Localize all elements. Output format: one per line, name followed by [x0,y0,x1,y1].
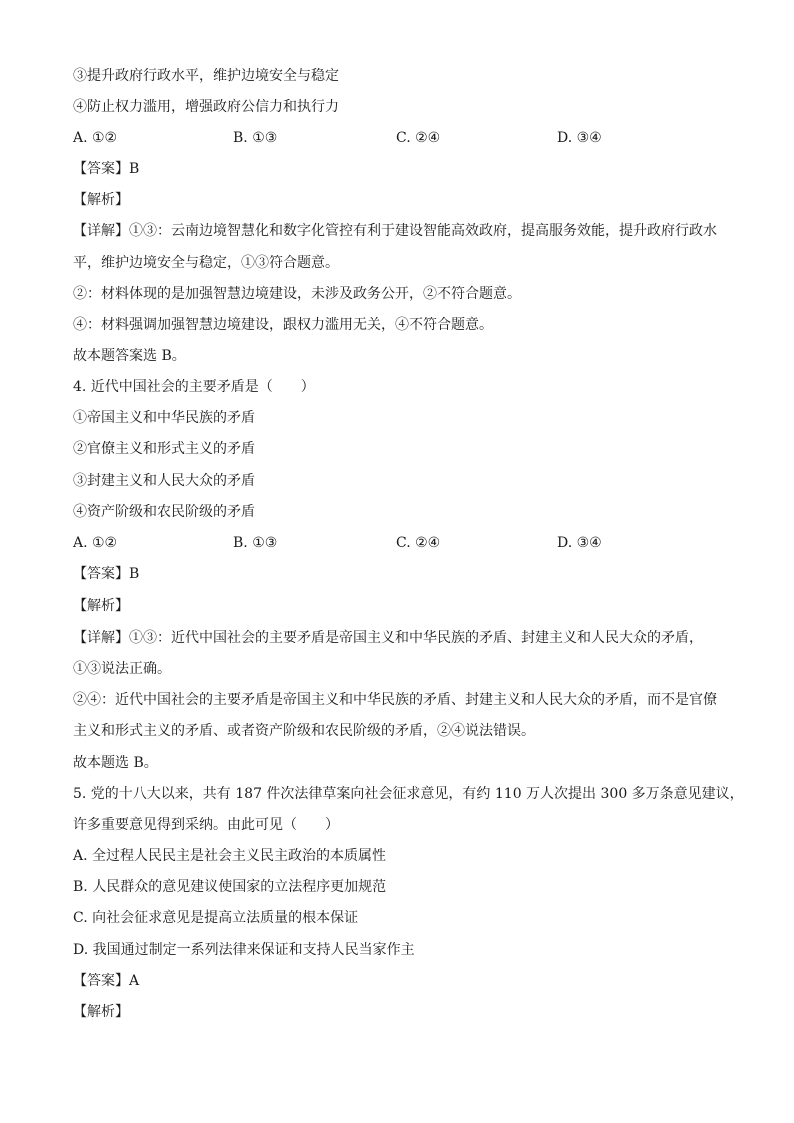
detail-tag: 【详解】 [73,630,129,646]
q4-answer [73,564,139,584]
q5-answer [73,971,139,991]
answer-tag: 【答案】 [73,566,129,582]
q5-option-b: B. 人民群众的意见建议使国家的立法程序更加规范 [73,879,387,895]
q3-option-3: ③提升政府行政水平，维护边境安全与稳定 [73,68,339,84]
q4-stem: 4. 近代中国社会的主要矛盾是（ ） [73,379,315,395]
q3-detail-1a [73,221,717,241]
q4-option-1: ①帝国主义和中华民族的矛盾 [73,410,255,426]
q5-stem-b: 许多重要意见得到采纳。由此可见（ ） [73,817,339,833]
answer-tag: 【答案】 [73,161,129,177]
q4-choice-c: C. ②④ [396,535,441,551]
answer-value: A [129,973,140,989]
q4-detail-1b: ①③说法正确。 [73,661,171,677]
q3-option-4: ④防止权力滥用，增强政府公信力和执行力 [73,99,339,115]
q3-answer [73,159,139,179]
answer-tag: 【答案】 [73,973,129,989]
q3-choice-a: A. ①② [73,130,118,146]
q4-conclusion: 故本题选 B。 [73,755,158,771]
q4-option-2: ②官僚主义和形式主义的矛盾 [73,441,255,457]
q4-choice-b: B. ①③ [233,535,278,551]
q4-detail-2b: 主义和形式主义的矛盾、或者资产阶级和农民阶级的矛盾，②④说法错误。 [73,723,535,739]
answer-value: B [129,161,140,177]
q5-option-d: D. 我国通过制定一系列法律来保证和支持人民当家作主 [73,942,415,958]
q3-detail-2: ②：材料体现的是加强智慧边境建设，未涉及政务公开，②不符合题意。 [73,286,521,302]
q5-stem-a: 5. 党的十八大以来，共有 187 件次法律草案向社会征求意见，有约 110 万人次提出 300 多万条意见建议， [73,786,744,802]
q3-conclusion: 故本题答案选 B。 [73,348,186,364]
q4-detail-2a: ②④：近代中国社会的主要矛盾是帝国主义和中华民族的矛盾、封建主义和人民大众的矛盾，而不是官僚 [73,692,717,708]
q3-detail-1b: 平，维护边境安全与稳定，①③符合题意。 [73,255,339,271]
q4-option-4: ④资产阶级和农民阶级的矛盾 [73,504,255,520]
q5-analysis-tag: 【解析】 [73,1004,129,1020]
q3-detail-3: ④：材料强调加强智慧边境建设，跟权力滥用无关，④不符合题意。 [73,317,493,333]
detail-tag: 【详解】 [73,223,129,239]
q3-choice-c: C. ②④ [396,130,441,146]
q4-detail-1a [73,628,703,648]
q4-choice-a: A. ①② [73,535,118,551]
q3-choice-b: B. ①③ [233,130,278,146]
q3-analysis-tag: 【解析】 [73,192,129,208]
q4-option-3: ③封建主义和人民大众的矛盾 [73,473,255,489]
q4-choice-d: D. ③④ [557,535,602,551]
q4-analysis-tag: 【解析】 [73,598,129,614]
q5-option-a: A. 全过程人民民主是社会主义民主政治的本质属性 [73,848,387,864]
q3-choice-d: D. ③④ [557,130,602,146]
q5-option-c: C. 向社会征求意见是提高立法质量的根本保证 [73,910,359,926]
answer-value: B [129,566,140,582]
detail-text: ①③：云南边境智慧化和数字化管控有利于建设智能高效政府，提高服务效能，提升政府行政水 [129,223,717,239]
detail-text: ①③：近代中国社会的主要矛盾是帝国主义和中华民族的矛盾、封建主义和人民大众的矛盾， [129,630,703,646]
